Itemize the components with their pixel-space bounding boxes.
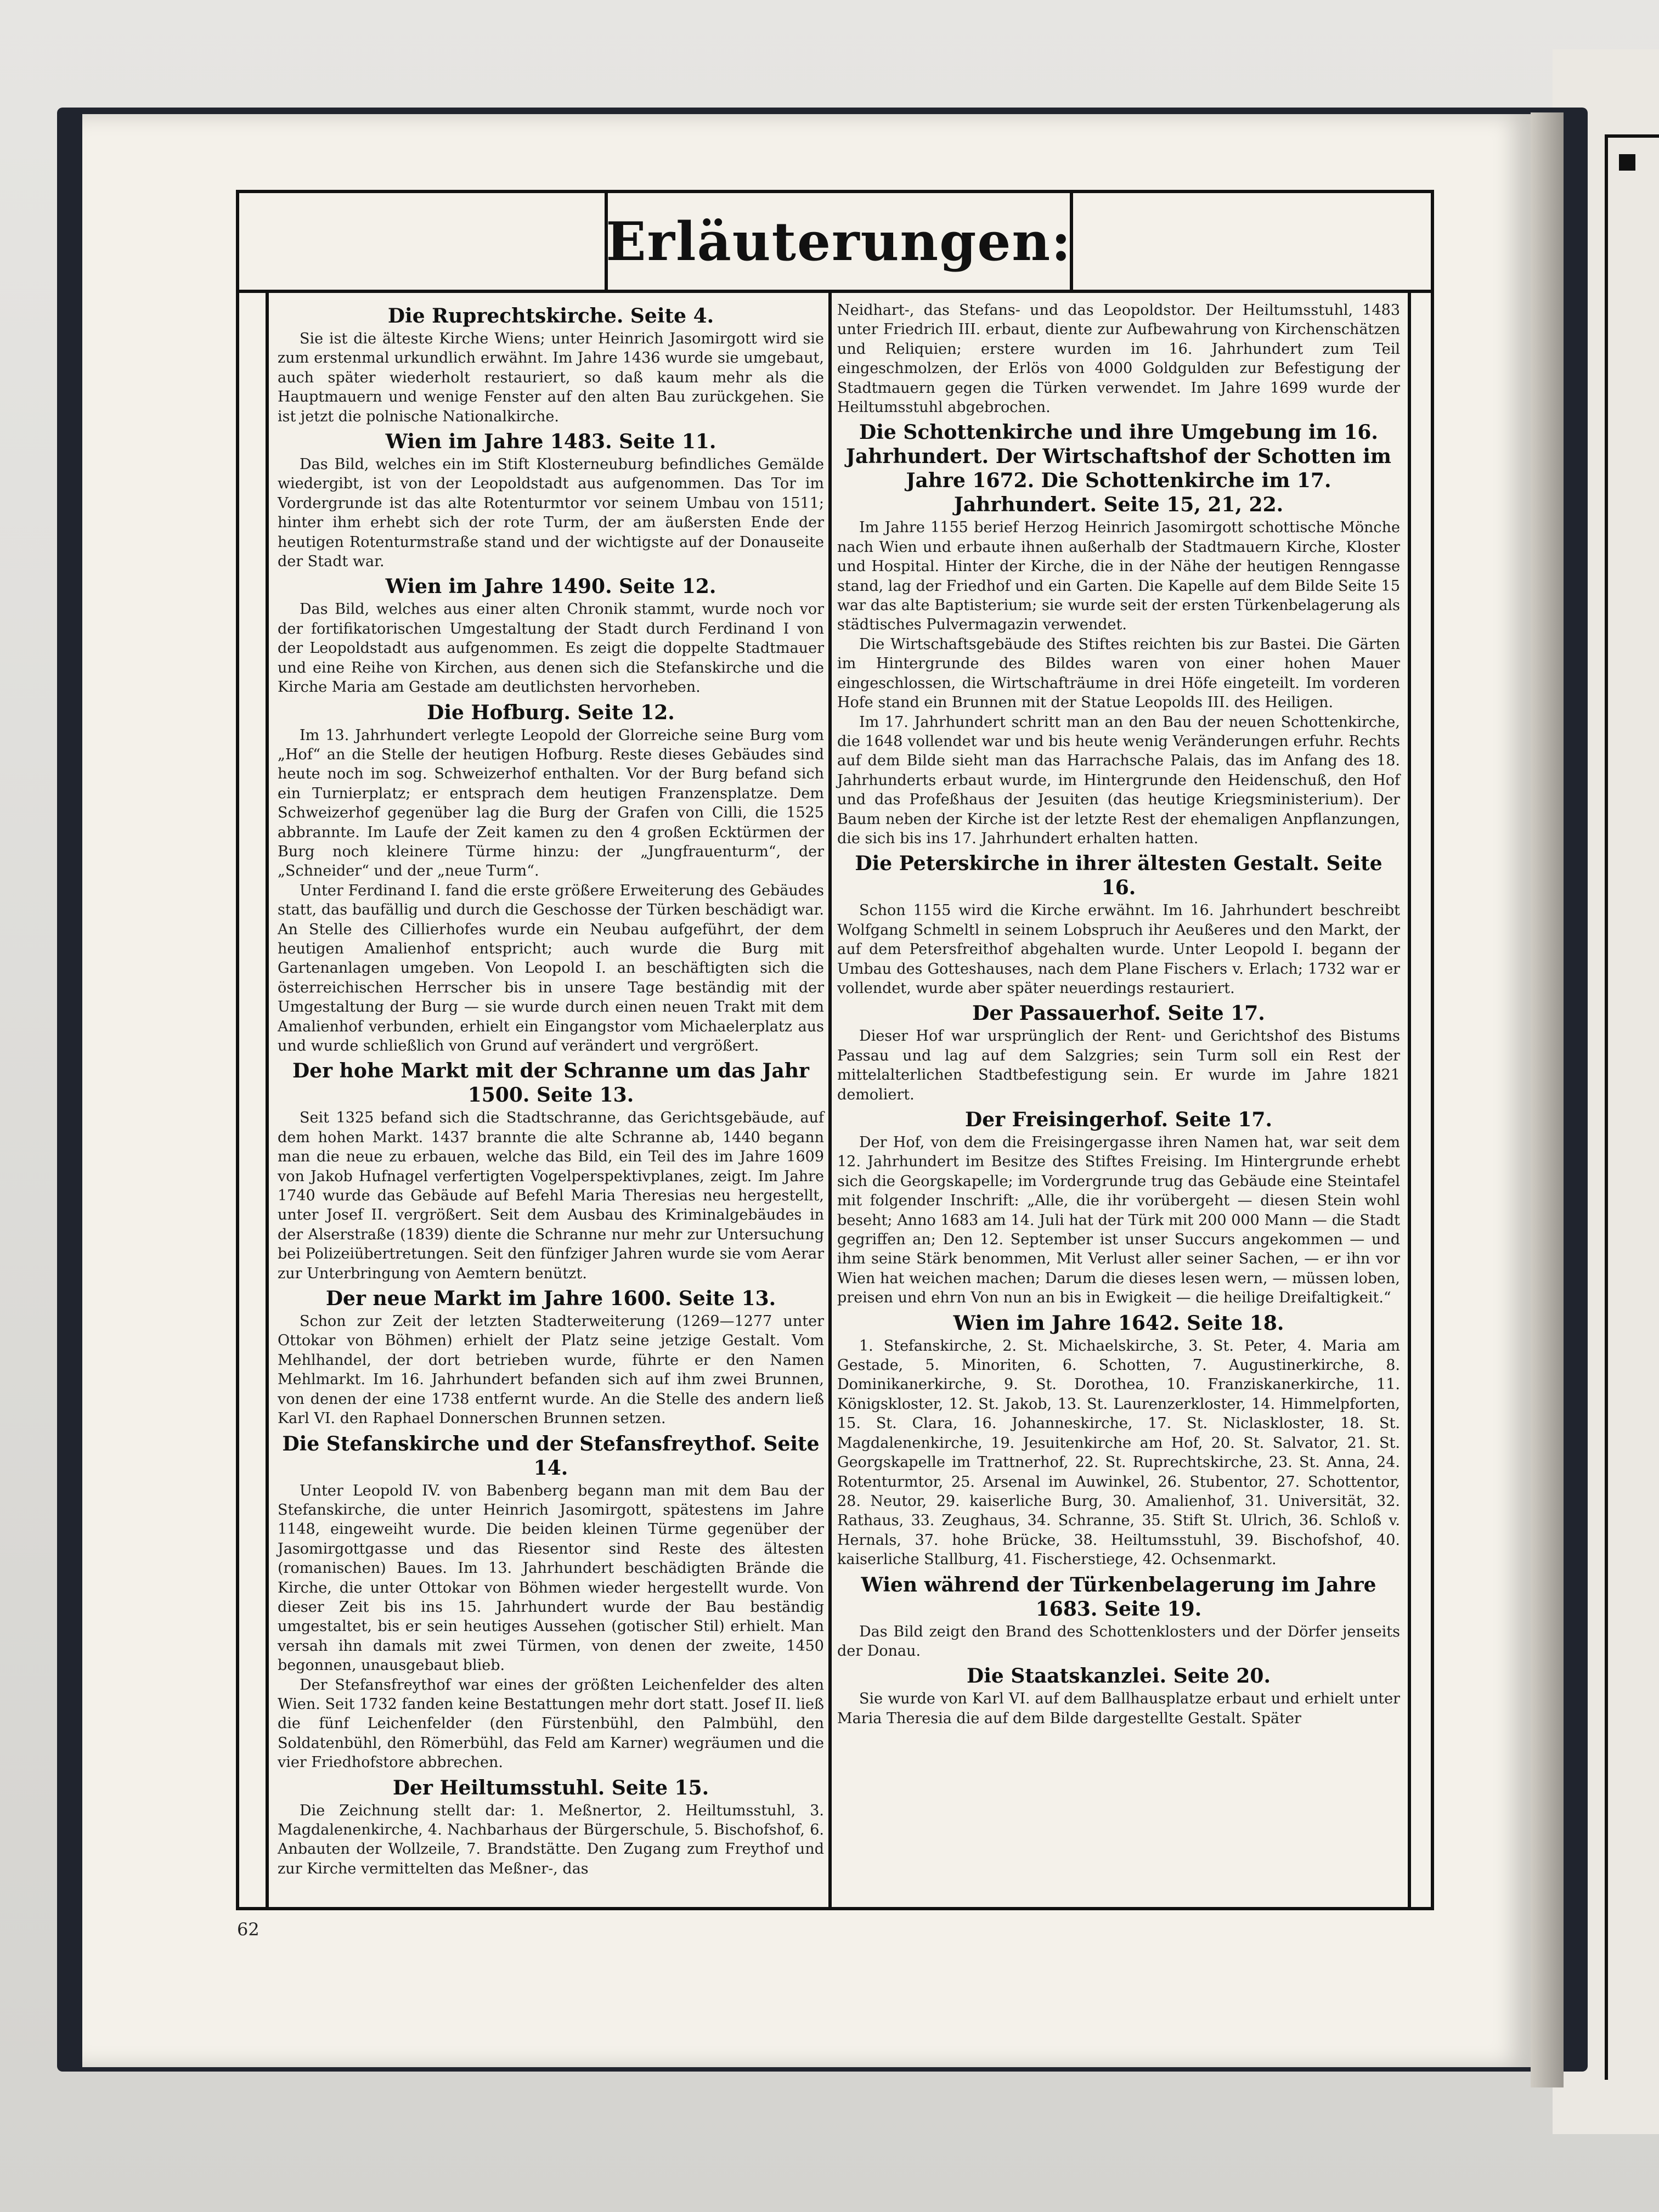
section-paragraph: Im 17. Jahrhundert schritt man an den Bau der neuen Schottenkirche, die 1648 vollendet war und bis heute wenig Veränderungen erfuhr. Rechts auf dem Bilde sieht man das Harrachsche Palais, das im Anfang des 18. Jahrhunderts erbaut wurde, im Hintergrunde den Heidenschuß, den Hof und das Profeßhaus der Jesuiten (das heutige Kriegsministerium). Der Baum neben der Kirche ist der letzte Rest der ehemaligen Anpflanzungen, die sich bis ins 17. Jahrhundert erhalten hatten. [837,713,1400,847]
section-heading: Die Hofburg. Seite 12. [427,701,675,724]
section-paragraph: Im 13. Jahrhundert verlegte Leopold der Glorreiche seine Burg vom „Hof“ an die Stelle der heutigen Hofburg. Reste dieses Gebäudes sind heute noch im sog. Schweizerhof enthalten. Vor der Burg befand sich ein Turnierplatz; er entsprach dem heutigen Franzensplatze. Dem Schweizerhof gegenüber lag die Burg der Grafen von Cilli, die 1525 abbrannte. Im Laufe der Zeit kamen zu den 4 großen Ecktürmen der Burg noch kleinere Türme hinzu: der „Jungfrauenturm“, der „Schneider“ und der „neue Turm“. [278,726,824,880]
section-paragraph: Die Wirtschaftsgebäude des Stiftes reichten bis zur Bastei. Die Gärten im Hintergrunde des Bildes waren von einer hohen Mauer eingeschlossen, die Wirtschafträume in drei Höfe eingeteilt. Im vorderen Hofe stand ein Brunnen mit der Statue Leopolds III. des Heiligen. [837,635,1400,712]
page-number: 62 [237,1919,259,1940]
section-heading: Die Ruprechtskirche. Seite 4. [387,304,714,328]
section-paragraph: Neidhart-, das Stefans- und das Leopoldstor. Der Heiltumsstuhl, 1483 unter Friedrich III. erbaut, diente zur Aufbewahrung von Kirchenschätzen und Reliquien; erstere wurden im 16. Jahrhundert zum Teil eingeschmolzen, der Erlös von 4000 Goldgulden zur Befestigung der Stadtmauern gegen die Türken verwendet. Im Jahre 1699 wurde der Heiltumsstuhl abgebrochen. [837,302,1400,416]
section-paragraph: 1. Stefanskirche, 2. St. Michaelskirche, 3. St. Peter, 4. Maria am Gestade, 5. Minoriten, 6. Schotten, 7. Augustinerkirche, 8. Dominikanerkirche, 9. St. Dorothea, 10. Franziskanerkirche, 11. Königskloster, 12. St. Jakob, 13. St. Laurenzerkloster, 14. Himmelpforten, 15. St. Clara, 16. Johanneskirche, 17. St. Niclaskloster, 18. St. Magdalenenkirche, 19. Jesuitenkirche am Hof, 20. St. Salvator, 21. St. Georgskapelle im Trattnerhof, 22. St. Ruprechtskirche, 23. St. Anna, 24. Rotenturmtor, 25. Arsenal im Auwinkel, 26. Stubentor, 27. Schottentor, 28. Neutor, 29. kaiserliche Burg, 30. Amalienhof, 31. Universität, 32. Rathaus, 33. Zeughaus, 34. Schranne, 35. Stift St. Ulrich, 36. Schloß v. Hernals, 37. hohe Brücke, 38. Heiltumsstuhl, 39. Bischofshof, 40. kaiserliche Stallburg, 41. Fischerstiege, 42. Ochsenmarkt. [837,1337,1400,1568]
section-paragraph: Der Stefansfreythof war eines der größten Leichenfelder des alten Wien. Seit 1732 fanden keine Bestattungen mehr dort statt. Josef II. ließ die fünf Leichenfelder (den Fürstenbühl, den Palmbühl, den Soldatenbühl, den Römerbühl, das Feld am Karner) wegräumen und die vier Friedhofstore abbrechen. [278,1676,824,1771]
section-paragraph: Seit 1325 befand sich die Stadtschranne, das Gerichtsgebäude, auf dem hohen Markt. 1437 brannte die alte Schranne ab, 1440 begann man die neue zu erbauen, welche das Bild, ein Teil des im Jahre 1609 von Jakob Hufnagel verfertigten Vogelperspektivplanes, zeigt. Im Jahre 1740 wurde das Gebäude auf Befehl Maria Theresias neu hergestellt, unter Josef II. vergrößert. Seit dem Ausbau des Kriminalgebäudes in der Alserstraße (1839) diente die Schranne nur mehr zur Untersuchung bei Polizeiübertretungen. Seit den fünfziger Jahren wurde sie vom Aerar zur Unterbringung von Aemtern benützt. [278,1109,824,1282]
next-page-frame [1605,134,1659,2080]
section-heading: Der Freisingerhof. Seite 17. [965,1108,1272,1131]
section-heading: Wien während der Türkenbelagerung im Jahre 1683. Seite 19. [861,1573,1376,1621]
section-heading: Die Peterskirche in ihrer ältesten Gestalt. Seite 16. [855,852,1383,900]
section-heading: Der neue Markt im Jahre 1600. Seite 13. [325,1287,776,1311]
section-paragraph: Die Zeichnung stellt dar: 1. Meßnertor, 2. Heiltumsstuhl, 3. Magdalenenkirche, 4. Nachbarhaus der Bürgerschule, 5. Bischofshof, 6. Anbauten der Wollzeile, 7. Brandstätte. Den Zugang zum Freythof und zur Kirche vermittelten das Meßner-, das [278,1802,824,1877]
section-paragraph: Das Bild, welches ein im Stift Klosterneuburg befindliches Gemälde wiedergibt, ist von der Leopoldstadt aus aufgenommen. Das Tor im Vordergrunde ist das alte Rotenturmtor vor seinem Umbau von 1511; hinter ihm erhebt sich der rote Turm, der am äußersten Ende der heutigen Rotenturmstraße stand und der wichtigste auf der Donauseite der Stadt war. [278,456,824,571]
section-heading: Der hohe Markt mit der Schranne um das Jahr 1500. Seite 13. [292,1059,809,1107]
section-heading: Wien im Jahre 1490. Seite 12. [385,575,716,599]
column-divider [828,290,832,1910]
section-heading: Der Passauerhof. Seite 17. [972,1002,1265,1025]
right-column [837,301,1400,1728]
section-paragraph: Das Bild zeigt den Brand des Schottenklosters und der Dörfer jenseits der Donau. [837,1623,1400,1660]
section-paragraph: Unter Ferdinand I. fand die erste größere Erweiterung des Gebäudes statt, das baufällig und durch die Geschosse der Türken beschädigt war. An Stelle des Cillierhofes wurde ein Neubau aufgeführt, der dem heutigen Amalienhof entspricht; auch wurde die Burg mit Gartenanlagen umgeben. Von Leopold I. an beschäftigten sich die österreichischen Herrscher bis in unsere Tage beständig mit der Umgestaltung der Burg — sie wurde durch einen neuen Trakt mit dem Amalienhof verbunden, erhielt ein Eingangstor vom Michaelerplatz aus und wurde schließlich von Grund auf verändert und vergrößert. [278,882,824,1054]
section-heading: Wien im Jahre 1483. Seite 11. [385,430,716,454]
section-heading: Wien im Jahre 1642. Seite 18. [953,1311,1284,1335]
next-page-box [1619,154,1635,171]
section-paragraph: Im Jahre 1155 berief Herzog Heinrich Jasomirgott schottische Mönche nach Wien und erbaute ihnen außerhalb der Stadtmauern Kirche, Kloster und Hospital. Hinter der Kirche, die in der Nähe der heutigen Renngasse stand, lag der Friedhof und ein Garten. Die Kapelle auf dem Bilde Seite 15 war das alte Baptisterium; sie wurde seit der ersten Türkenbelagerung als städtisches Pulvermagazin verwendet. [837,519,1400,634]
section-paragraph: Sie wurde von Karl VI. auf dem Ballhausplatze erbaut und erhielt unter Maria Theresia die auf dem Bilde dargestellte Gestalt. Später [837,1690,1400,1727]
section-paragraph: Unter Leopold IV. von Babenberg begann man mit dem Bau der Stefanskirche, die unter Heinrich Jasomirgott, spätestens im Jahre 1148, eingeweiht wurde. Die beiden kleinen Türme gegenüber der Jasomirgottgasse und das Riesentor sind Reste des ältesten (romanischen) Baues. Im 13. Jahrhundert beschädigten Brände die Kirche, die unter Ottokar von Böhmen wieder hergestellt wurde. Von dieser Zeit bis ins 15. Jahrhundert wurde der Bau beständig umgestaltet, bis er sein heutiges Aussehen (gotischer Stil) erhielt. Man versah ihn damals mit zwei Türmen, von denen der zweite, 1450 begonnen, unausgebaut blieb. [278,1482,824,1674]
content-frame [236,190,1434,1910]
section-paragraph: Sie ist die älteste Kirche Wiens; unter Heinrich Jasomirgott wird sie zum erstenmal urkundlich erwähnt. Im Jahre 1436 wurde sie umgebaut, auch später wiederholt restauriert, so daß kaum mehr als die Hauptmauern und wenige Fenster auf den alten Bau zurückgehen. Sie ist jetzt die polnische Nationalkirche. [278,330,824,425]
section-paragraph: Der Hof, von dem die Freisingergasse ihren Namen hat, war seit dem 12. Jahrhundert im Besitze des Stiftes Freising. Im Hintergrunde erhebt sich die Georgskapelle; im Vordergrunde trug das Gebäude eine Steintafel mit folgender Inschrift: „Alle, die ihr vorübergeht — diesen Stein wohl beseht; Anno 1683 am 14. Juli hat der Türk mit 200 000 Mann — die Stadt gegriffen an; Den 12. September ist unser Succurs angekommen — und ihm seine Stärk benommen, Mit Verlust aller seiner Sachen, — er ihn vor Wien hat weichen machen; Darum die dieses lesen wern, — müssen loben, preisen und ehrn Von nun an bis in Ewigkeit — die heilige Dreifaltigkeit.“ [837,1134,1400,1307]
right-rule [1408,290,1411,1910]
section-paragraph: Schon 1155 wird die Kirche erwähnt. Im 16. Jahrhundert beschreibt Wolfgang Schmeltl in seinem Lobspruch ihr Aeußeres und den Markt, der auf dem Petersfreithof abgehalten wurde. Unter Leopold I. begann der Umbau des Gotteshauses, nach dem Plane Fischers v. Erlach; 1732 war er vollendet, wurde aber später neuerdings restauriert. [837,902,1400,997]
section-heading: Die Staatskanzlei. Seite 20. [967,1664,1271,1688]
section-paragraph: Schon zur Zeit der letzten Stadterweiterung (1269—1277 unter Ottokar von Böhmen) erhielt der Platz seine jetzige Gestalt. Vom Mehlhandel, der dort betrieben wurde, führte er den Namen Mehlmarkt. Im 16. Jahrhundert befanden sich auf ihm zwei Brunnen, von denen der eine 1738 entfernt wurde. An die Stelle des andern ließ Karl VI. den Raphael Donnerschen Brunnen setzen. [278,1313,824,1427]
section-heading: Die Stefanskirche und der Stefansfreythof. Seite 14. [282,1432,820,1480]
page-title: Erläuterungen: [606,210,1072,273]
title-header [239,193,1431,293]
section-paragraph: Dieser Hof war ursprünglich der Rent- und Gerichtshof des Bistums Passau und lag auf dem Salzgries; sein Turm soll ein Rest der mittelalterlichen Stadtbefestigung sein. Er wurde im Jahre 1821 demoliert. [837,1028,1400,1103]
left-column [278,301,824,1878]
book-gutter [1531,112,1564,2087]
section-paragraph: Das Bild, welches aus einer alten Chronik stammt, wurde noch vor der fortifikatorischen Umgestaltung der Stadt durch Ferdinand I von der Leopoldstadt aus aufgenommen. Es zeigt die doppelte Stadtmauer und eine Reihe von Kirchen, aus denen sich die Stefanskirche und die Kirche Maria am Gestade am deutlichsten hervorheben. [278,601,824,696]
section-heading: Die Schottenkirche und ihre Umgebung im 16. Jahrhundert. Der Wirtschaftshof der Schotten im Jahre 1672. Die Schottenkirche im 17. Jahrhundert. Seite 15, 21, 22. [845,421,1392,517]
section-heading: Der Heiltumsstuhl. Seite 15. [392,1776,709,1799]
left-rule [266,290,269,1910]
